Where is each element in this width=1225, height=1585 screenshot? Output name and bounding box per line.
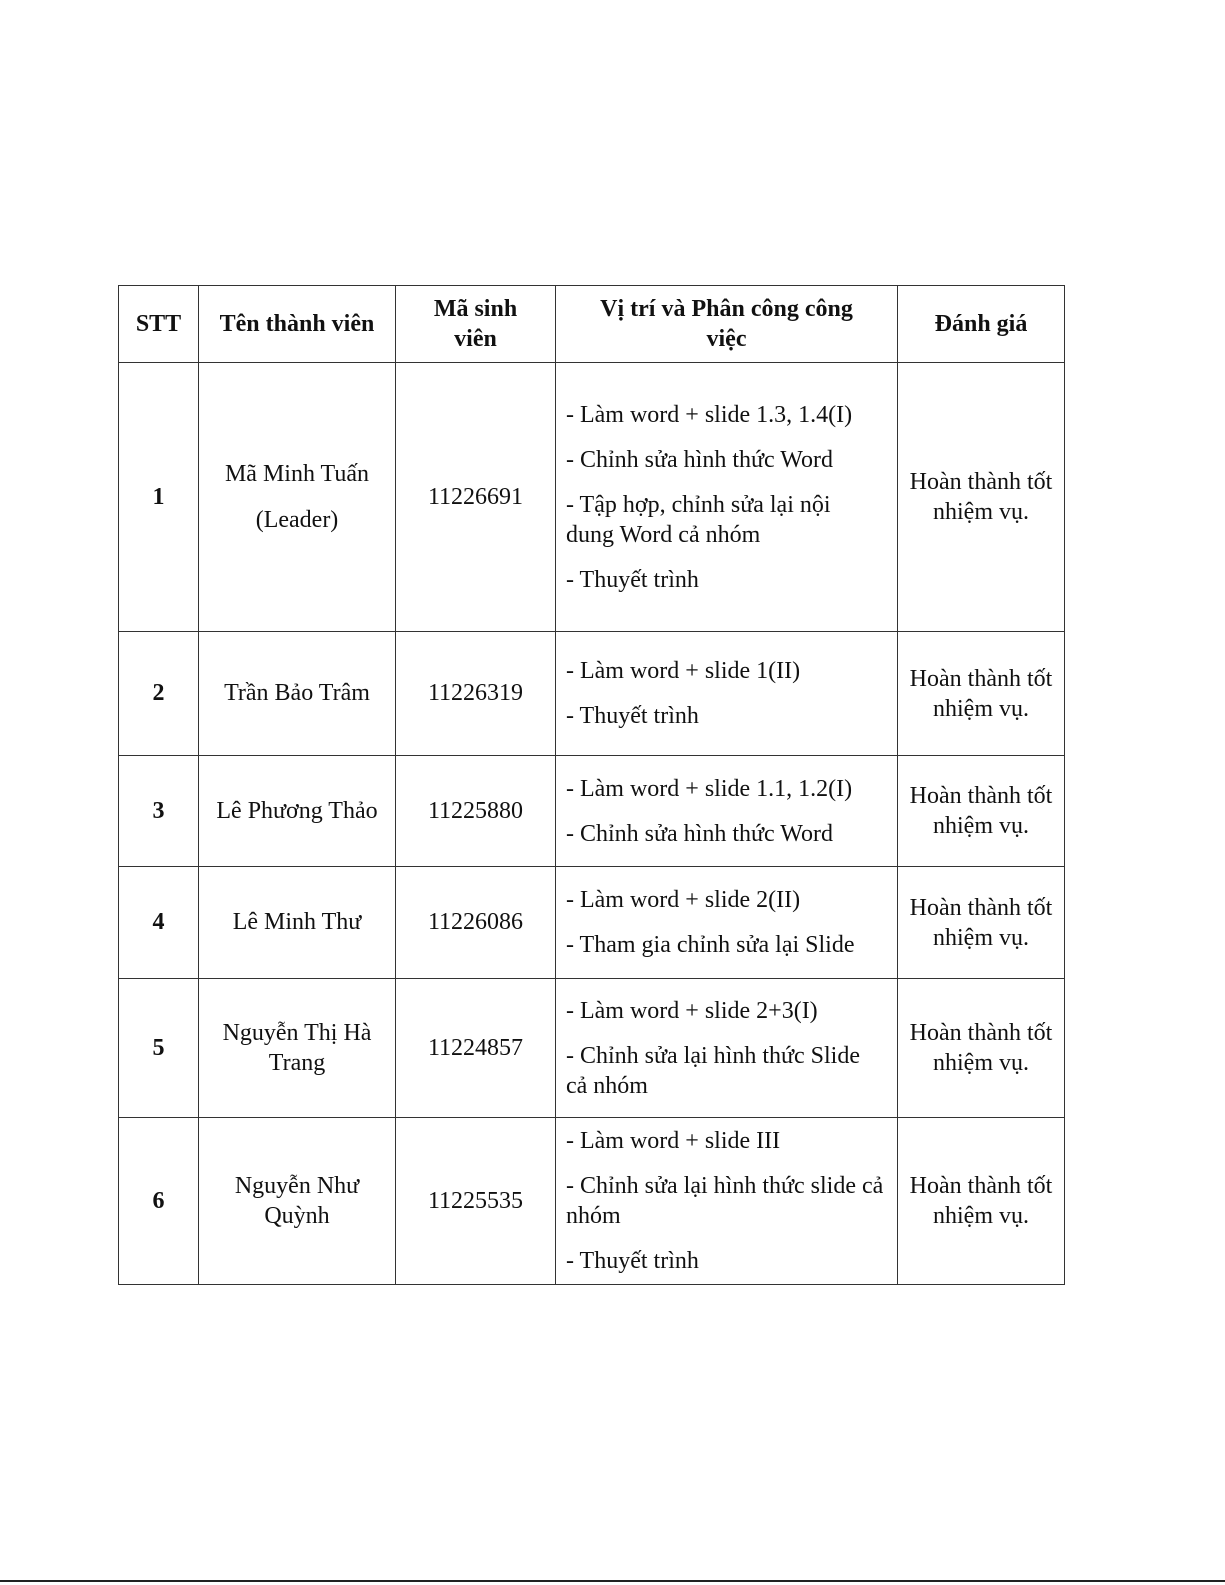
task-item: - Làm word + slide III <box>566 1128 781 1154</box>
cell-evaluation: Hoàn thành tốt nhiệm vụ. <box>898 867 1065 979</box>
member-name: Nguyễn Thị Hà Trang <box>222 1020 372 1076</box>
task-item: - Chỉnh sửa lại hình thức Slide cả nhóm <box>566 1042 860 1099</box>
task-item: - Tập hợp, chỉnh sửa lại nội dung Word cả nhóm <box>566 491 831 548</box>
cell-tasks <box>556 979 898 1118</box>
task-item: - Chỉnh sửa hình thức Word <box>566 446 833 473</box>
cell-member-name: Lê Minh Thư <box>199 867 396 979</box>
cell-member-name <box>199 979 396 1118</box>
cell-student-id: 11224857 <box>396 979 556 1118</box>
header-member-name: Tên thành viên <box>199 286 396 363</box>
cell-stt: 5 <box>119 979 199 1118</box>
cell-student-id: 11225880 <box>396 756 556 867</box>
cell-student-id: 11226086 <box>396 867 556 979</box>
task-item: - Làm word + slide 2+3(I) <box>566 997 818 1024</box>
task-item: - Làm word + slide 1.3, 1.4(I) <box>566 401 853 428</box>
member-role: (Leader) <box>255 507 339 533</box>
cell-student-id: 11226691 <box>396 363 556 632</box>
cell-stt: 1 <box>119 363 199 632</box>
task-item: - Chỉnh sửa lại hình thức slide cả nhóm <box>566 1173 884 1229</box>
cell-evaluation: Hoàn thành tốt nhiệm vụ. <box>898 632 1065 756</box>
cell-tasks <box>556 632 898 756</box>
cell-tasks <box>556 363 898 632</box>
cell-student-id: 11226319 <box>396 632 556 756</box>
table-row <box>119 979 1065 1118</box>
header-stt: STT <box>119 286 199 363</box>
header-row <box>119 286 1065 363</box>
task-item: - Làm word + slide 2(II) <box>566 887 801 913</box>
cell-evaluation: Hoàn thành tốt nhiệm vụ. <box>898 1118 1065 1285</box>
cell-evaluation: Hoàn thành tốt nhiệm vụ. <box>898 363 1065 632</box>
cell-tasks <box>556 1118 898 1285</box>
cell-student-id: 11225535 <box>396 1118 556 1285</box>
task-item: - Thuyết trình <box>566 703 699 729</box>
cell-member-name <box>199 1118 396 1285</box>
cell-stt: 4 <box>119 867 199 979</box>
task-item: - Thuyết trình <box>566 1248 699 1274</box>
cell-stt: 2 <box>119 632 199 756</box>
task-item: - Tham gia chỉnh sửa lại Slide <box>566 932 855 958</box>
table-row <box>119 1118 1065 1285</box>
table-row <box>119 867 1065 979</box>
table-row <box>119 363 1065 632</box>
task-item: - Làm word + slide 1(II) <box>566 658 801 684</box>
cell-member-name <box>199 363 396 632</box>
cell-member-name: Trần Bảo Trâm <box>199 632 396 756</box>
cell-stt: 6 <box>119 1118 199 1285</box>
cell-tasks <box>556 756 898 867</box>
member-name: Mã Minh Tuấn <box>224 461 370 487</box>
task-assignment-table <box>118 285 1065 1285</box>
header-tasks: Vị trí và Phân công công việc <box>556 286 898 363</box>
task-item: - Thuyết trình <box>566 566 699 593</box>
table-row <box>119 756 1065 867</box>
cell-evaluation: Hoàn thành tốt nhiệm vụ. <box>898 979 1065 1118</box>
cell-stt: 3 <box>119 756 199 867</box>
page-bottom-border <box>0 1580 1225 1582</box>
header-student-id: Mã sinh viên <box>396 286 556 363</box>
cell-member-name: Lê Phương Thảo <box>199 756 396 867</box>
task-item: - Làm word + slide 1.1, 1.2(I) <box>566 775 853 802</box>
member-name: Nguyễn Như Quỳnh <box>234 1173 360 1229</box>
header-evaluation: Đánh giá <box>898 286 1065 363</box>
task-item: - Chỉnh sửa hình thức Word <box>566 820 833 847</box>
cell-tasks <box>556 867 898 979</box>
cell-evaluation: Hoàn thành tốt nhiệm vụ. <box>898 756 1065 867</box>
table-row <box>119 632 1065 756</box>
